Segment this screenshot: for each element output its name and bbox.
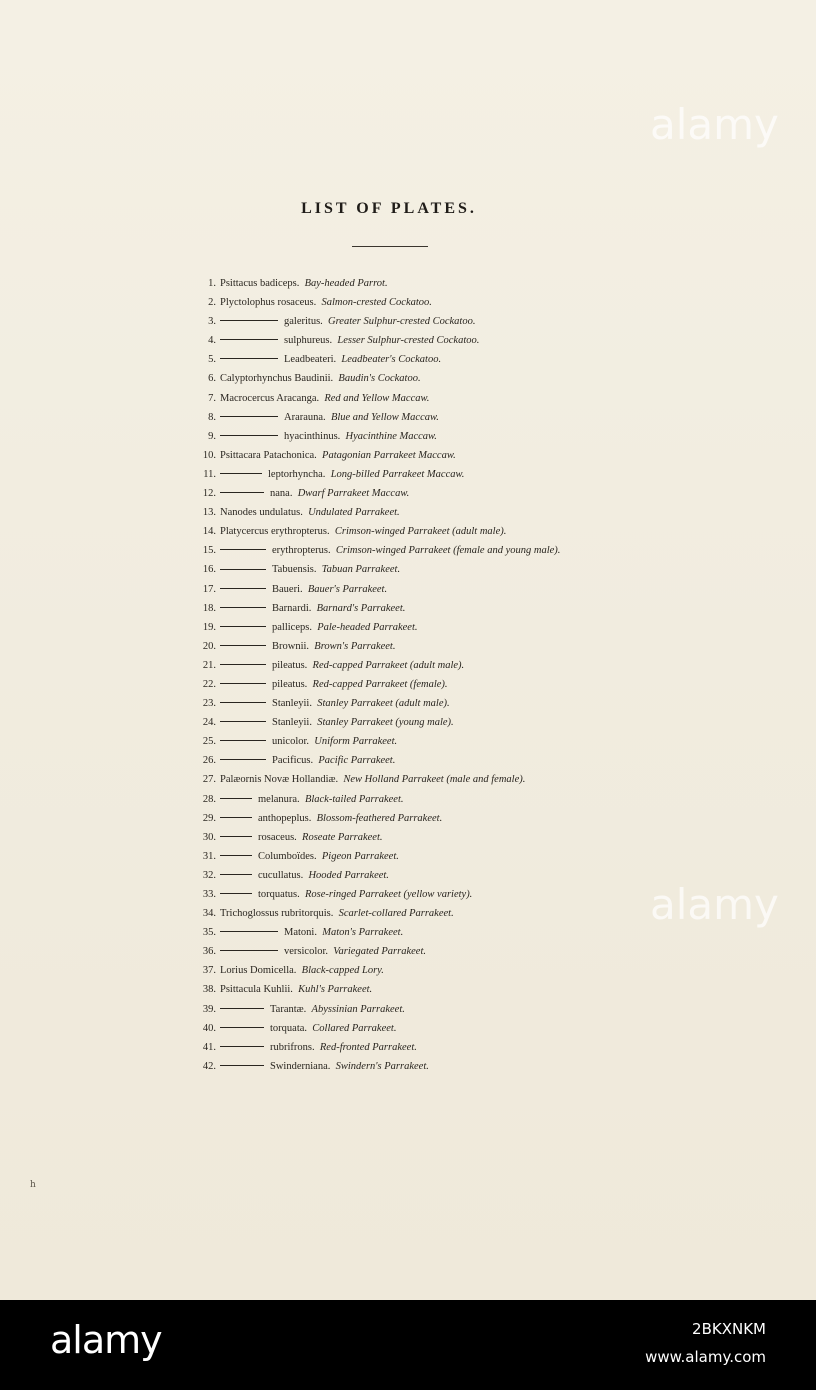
watermark-text: alamy [650,880,779,929]
plate-entry [0,637,816,656]
plate-scientific-name: versicolor. [284,946,329,958]
plate-description [220,942,426,961]
image-id-label: 2BKXNKM [692,1320,766,1338]
plate-entry [0,580,816,599]
plate-common-name: Red-capped Parrakeet (adult male). [312,659,465,671]
plate-entry [0,828,816,847]
plate-description [220,656,464,675]
plate-common-name: Barnard's Parrakeet. [316,602,406,614]
plate-scientific-name: cucullatus. [258,869,304,881]
plate-description [220,732,397,751]
ditto-dash [220,893,252,894]
plate-scientific-name: erythropterus. [272,545,331,557]
plate-common-name: Stanley Parrakeet (young male). [317,717,454,729]
plate-description [220,293,432,312]
plate-description [220,274,388,293]
plate-number: 41. [202,1041,216,1053]
plate-entry [0,427,816,446]
plate-description [220,312,475,331]
plate-list [0,274,816,1076]
ditto-dash [220,855,252,856]
ditto-dash [220,1046,264,1047]
plate-common-name: Brown's Parrakeet. [314,640,396,652]
plate-common-name: Stanley Parrakeet (adult male). [317,698,450,710]
plate-common-name: Pigeon Parrakeet. [321,850,399,862]
plate-common-name: Abyssinian Parrakeet. [311,1003,405,1015]
plate-number: 23. [202,698,216,710]
plate-common-name: Black-tailed Parrakeet. [304,793,404,805]
plate-number: 24. [202,717,216,729]
plate-number: 14. [202,526,216,538]
plate-description [220,580,387,599]
plate-scientific-name: unicolor. [272,736,310,748]
ditto-dash [220,1065,264,1066]
plate-number: 19. [202,621,216,633]
plate-description [220,1038,417,1057]
plate-number: 36. [202,946,216,958]
plate-number: 7. [208,392,216,404]
plate-scientific-name: Palæornis Novæ Hollandiæ. [220,774,339,786]
ditto-dash [220,645,266,646]
plate-entry [0,1019,816,1038]
plate-scientific-name: hyacinthinus. [284,430,341,442]
plate-common-name: Red-capped Parrakeet (female). [312,678,448,690]
plate-entry [0,790,816,809]
plate-common-name: Scarlet-collared Parrakeet. [338,908,454,920]
plate-entry [0,980,816,999]
plate-common-name: Tabuan Parrakeet. [321,564,401,576]
plate-description [220,408,439,427]
plate-entry [0,1038,816,1057]
plate-entry [0,961,816,980]
plate-scientific-name: Stanleyii. [272,717,312,729]
plate-entry [0,618,816,637]
plate-scientific-name: pileatus. [272,678,308,690]
plate-number: 13. [202,507,216,519]
ditto-dash [220,740,266,741]
plate-number: 3. [208,316,216,328]
plate-description [220,675,448,694]
ditto-dash [220,874,252,875]
plate-scientific-name: Ararauna. [284,411,326,423]
plate-description [220,465,464,484]
plate-common-name: Red-fronted Parrakeet. [319,1041,417,1053]
plate-number: 40. [202,1022,216,1034]
plate-common-name: New Holland Parrakeet (male and female). [343,774,526,786]
plate-common-name: Crimson-winged Parrakeet (female and young male). [335,545,561,557]
plate-number: 17. [202,583,216,595]
plate-number: 29. [202,812,216,824]
plate-description [220,331,479,350]
plate-common-name: Crimson-winged Parrakeet (adult male). [334,526,507,538]
plate-common-name: Pacific Parrakeet. [318,755,396,767]
plate-entry [0,809,816,828]
plate-description [220,541,560,560]
ditto-dash [220,798,252,799]
plate-common-name: Maton's Parrakeet. [322,927,404,939]
ditto-dash [220,759,266,760]
plate-description [220,713,454,732]
plate-description [220,484,409,503]
plate-number: 38. [202,984,216,996]
plate-description [220,961,384,980]
plate-scientific-name: galeritus. [284,316,323,328]
plate-scientific-name: nana. [270,488,293,500]
plate-number: 11. [203,468,216,480]
plate-common-name: Roseate Parrakeet. [302,831,383,843]
plate-scientific-name: Swinderniana. [270,1060,331,1072]
plate-common-name: Lesser Sulphur-crested Cockatoo. [337,335,480,347]
plate-scientific-name: Pacificus. [272,755,314,767]
plate-scientific-name: Psittacus badiceps. [220,278,300,289]
plate-description [220,599,405,618]
ditto-dash [220,931,278,932]
plate-entry [0,389,816,408]
plate-scientific-name: Psittacara Patachonica. [220,449,317,461]
plate-number: 35. [202,927,216,939]
ditto-dash [220,473,262,474]
plate-entry [0,599,816,618]
plate-common-name: Baudin's Cockatoo. [338,373,421,385]
ditto-dash [220,683,266,684]
plate-scientific-name: Matoni. [284,927,317,939]
plate-description [220,1019,396,1038]
plate-number: 5. [208,354,216,366]
plate-number: 28. [202,793,216,805]
ditto-dash [220,416,278,417]
plate-number: 30. [202,831,216,843]
plate-description [220,446,456,465]
ditto-dash [220,607,266,608]
plate-common-name: Collared Parrakeet. [312,1022,397,1034]
plate-number: 16. [202,564,216,576]
plate-description [220,790,403,809]
plate-scientific-name: rubrifrons. [270,1041,315,1053]
plate-entry [0,847,816,866]
plate-scientific-name: sulphureus. [284,335,333,347]
ditto-dash [220,358,278,359]
plate-number: 10. [202,449,216,461]
plate-common-name: Variegated Parrakeet. [333,946,427,958]
plate-entry [0,331,816,350]
plate-number: 9. [208,430,216,442]
plate-scientific-name: Leadbeateri. [284,354,337,366]
stray-mark: h [30,1180,36,1190]
plate-common-name: Pale-headed Parrakeet. [317,621,418,633]
plate-scientific-name: Barnardi. [272,602,312,614]
plate-scientific-name: Columboïdes. [258,850,317,862]
plate-entry [0,1057,816,1076]
plate-description [220,866,389,885]
plate-entry [0,675,816,694]
plate-scientific-name: Nanodes undulatus. [220,507,303,519]
plate-entry [0,350,816,369]
plate-description [220,751,395,770]
ditto-dash [220,492,264,493]
plate-number: 21. [202,659,216,671]
plate-common-name: Undulated Parrakeet. [308,507,400,519]
plate-description [220,560,400,579]
plate-scientific-name: Baueri. [272,583,303,595]
plate-entry [0,694,816,713]
ditto-dash [220,588,266,589]
plate-scientific-name: pileatus. [272,659,308,671]
plate-entry [0,560,816,579]
plate-description [220,923,403,942]
plate-description [220,350,441,369]
plate-scientific-name: melanura. [258,793,300,805]
title-rule [352,246,428,247]
plate-common-name: Blossom-feathered Parrakeet. [316,812,443,824]
plate-scientific-name: Lorius Domicella. [220,965,297,977]
plate-entry [0,732,816,751]
plate-description [220,503,400,522]
plate-entry [0,1000,816,1019]
plate-entry [0,408,816,427]
site-url-label: www.alamy.com [645,1348,766,1366]
ditto-dash [220,569,266,570]
plate-number: 26. [202,755,216,767]
plate-entry [0,503,816,522]
ditto-dash [220,339,278,340]
plate-common-name: Red and Yellow Maccaw. [324,392,430,404]
plate-description [220,885,472,904]
plate-scientific-name: Plyctolophus rosaceus. [220,297,317,309]
plate-scientific-name: Calyptorhynchus Baudinii. [220,373,334,385]
plate-number: 12. [202,488,216,500]
plate-number: 32. [202,869,216,881]
plate-common-name: Hyacinthine Maccaw. [345,430,437,442]
plate-number: 25. [202,736,216,748]
plate-description [220,770,525,789]
plate-number: 39. [202,1003,216,1015]
plate-scientific-name: torquatus. [258,889,300,900]
plate-entry [0,942,816,961]
plate-entry [0,713,816,732]
plate-number: 18. [202,602,216,614]
plate-description [220,904,454,923]
plate-scientific-name: Brownii. [272,640,310,652]
plate-entry [0,751,816,770]
ditto-dash [220,664,266,665]
page-title: LIST OF PLATES. [301,200,477,217]
plate-number: 22. [202,678,216,690]
plate-scientific-name: Psittacula Kuhlii. [220,984,293,996]
ditto-dash [220,626,266,627]
plate-number: 37. [202,965,216,977]
plate-scientific-name: Stanleyii. [272,698,312,710]
plate-common-name: Greater Sulphur-crested Cockatoo. [328,316,476,328]
plate-description [220,1000,405,1019]
watermark-text: alamy [650,100,779,149]
ditto-dash [220,1008,264,1009]
ditto-dash [220,320,278,321]
plate-scientific-name: Tarantæ. [270,1003,307,1015]
plate-entry [0,656,816,675]
plate-common-name: Leadbeater's Cockatoo. [341,354,442,366]
plate-scientific-name: Macrocercus Aracanga. [220,392,320,404]
plate-number: 27. [202,774,216,786]
plate-common-name: Blue and Yellow Maccaw. [330,411,439,423]
plate-scientific-name: leptorhyncha. [268,468,326,480]
plate-common-name: Bauer's Parrakeet. [307,583,388,595]
plate-number: 8. [208,411,216,423]
ditto-dash [220,1027,264,1028]
plate-description [220,427,437,446]
plate-description [220,637,395,656]
plate-scientific-name: palliceps. [272,621,312,633]
plate-description [220,369,421,388]
ditto-dash [220,836,252,837]
plate-number: 2. [208,297,216,309]
plate-number: 20. [202,640,216,652]
plate-entry [0,522,816,541]
plate-description [220,389,429,408]
plate-description [220,618,418,637]
plate-description [220,1057,429,1076]
ditto-dash [220,950,278,951]
plate-entry [0,293,816,312]
plate-description [220,980,372,999]
plate-common-name: Uniform Parrakeet. [314,736,398,748]
plate-entry [0,484,816,503]
ditto-dash [220,721,266,722]
plate-description [220,847,399,866]
plate-number: 15. [202,545,216,557]
plate-entry [0,312,816,331]
plate-common-name: Long-billed Parrakeet Maccaw. [330,468,465,480]
plate-entry [0,446,816,465]
plate-common-name: Bay-headed Parrot. [304,278,388,289]
plate-entry [0,465,816,484]
ditto-dash [220,702,266,703]
plate-entry [0,541,816,560]
plate-scientific-name: torquata. [270,1022,308,1034]
plate-entry [0,369,816,388]
plate-scientific-name: anthopeplus. [258,812,312,824]
plate-description [220,809,442,828]
ditto-dash [220,435,278,436]
plate-scientific-name: rosaceus. [258,831,297,843]
alamy-logo: alamy [50,1318,162,1362]
plate-common-name: Rose-ringed Parrakeet (yellow variety). [304,889,473,900]
plate-common-name: Salmon-crested Cockatoo. [321,297,432,309]
plate-common-name: Black-capped Lory. [301,965,384,977]
plate-scientific-name: Tabuensis. [272,564,317,576]
plate-number: 31. [202,850,216,862]
ditto-dash [220,549,266,550]
plate-number: 33. [202,889,216,900]
plate-number: 1. [208,278,216,289]
plate-scientific-name: Platycercus erythropterus. [220,526,330,538]
plate-number: 4. [208,335,216,347]
plate-common-name: Dwarf Parrakeet Maccaw. [297,488,410,500]
plate-number: 34. [202,908,216,920]
plate-number: 42. [202,1060,216,1072]
plate-description [220,694,450,713]
ditto-dash [220,817,252,818]
plate-common-name: Hooded Parrakeet. [308,869,389,881]
plate-common-name: Patagonian Parrakeet Maccaw. [322,449,456,461]
plate-description [220,522,506,541]
plate-number: 6. [208,373,216,385]
plate-common-name: Kuhl's Parrakeet. [298,984,373,996]
plate-common-name: Swindern's Parrakeet. [335,1060,429,1072]
plate-entry [0,770,816,789]
plate-description [220,828,383,847]
plate-entry [0,274,816,293]
plate-scientific-name: Trichoglossus rubritorquis. [220,908,334,920]
